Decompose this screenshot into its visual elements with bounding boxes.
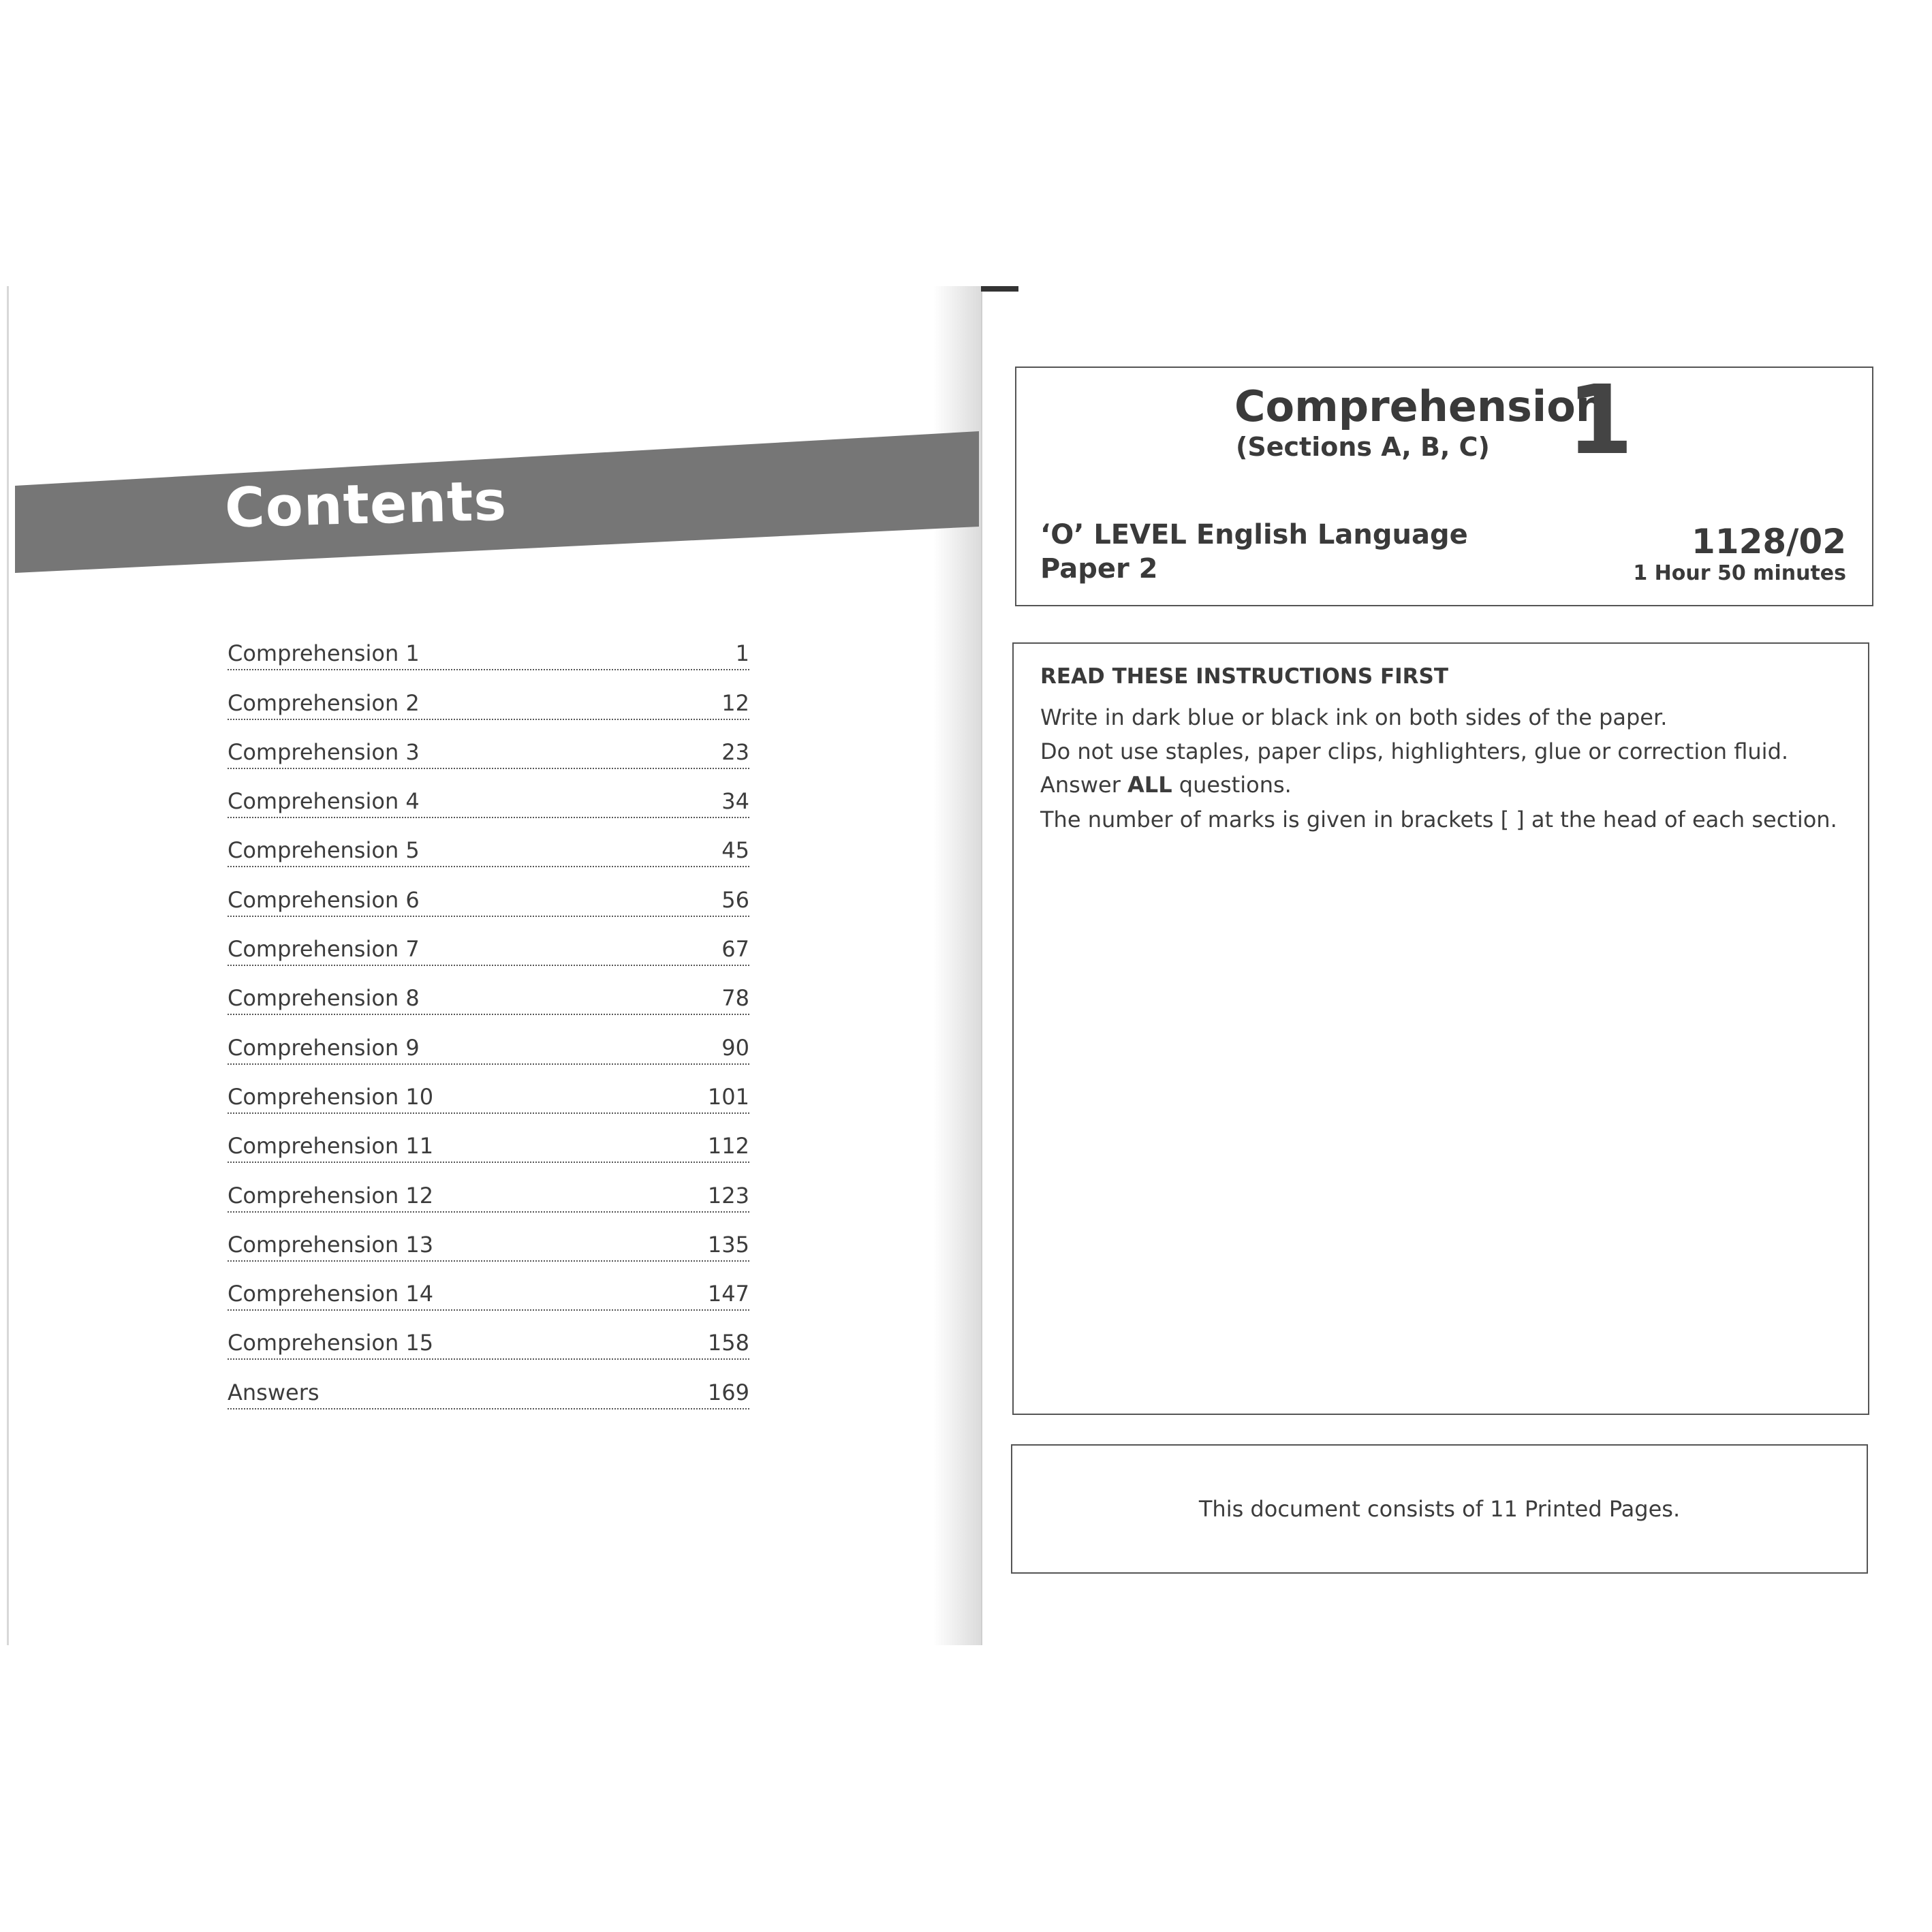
toc-entry	[228, 621, 749, 670]
toc-entry-page: 1	[735, 640, 749, 667]
toc-entry-label: Comprehension 10	[228, 1083, 434, 1110]
instruction-line-4: The number of marks is given in brackets [ ] at the head of each section.	[1040, 807, 1837, 832]
toc-entry	[228, 867, 749, 916]
toc-entry-label: Comprehension 3	[228, 738, 420, 765]
toc-entry-page: 45	[721, 837, 749, 864]
toc-entry-page: 135	[707, 1231, 749, 1258]
toc-entry-page: 78	[721, 985, 749, 1012]
toc-entry-page: 123	[707, 1182, 749, 1209]
toc-entry	[228, 1163, 749, 1212]
toc-entry-page: 23	[721, 738, 749, 765]
toc-entry	[228, 1311, 749, 1360]
instruction-line-1: Write in dark blue or black ink on both sides of the paper.	[1040, 704, 1668, 730]
toc-entry-page: 112	[707, 1133, 749, 1159]
toc-entry-page: 67	[721, 936, 749, 963]
toc-entry-label: Comprehension 15	[228, 1330, 434, 1356]
toc-entry-label: Comprehension 12	[228, 1182, 434, 1209]
toc-entry-page: 158	[707, 1330, 749, 1356]
toc-entry-label: Comprehension 5	[228, 837, 420, 864]
toc-entry	[228, 917, 749, 966]
exam-name: ‘O’ LEVEL English Language	[1040, 519, 1468, 550]
toc-entry-label: Answers	[228, 1379, 320, 1405]
toc-entry	[228, 670, 749, 719]
instruction-line-2: Do not use staples, paper clips, highlighters, glue or correction fluid.	[1040, 738, 1789, 764]
toc-entry-page: 12	[721, 689, 749, 716]
toc-entry	[228, 1114, 749, 1163]
instruction-line-3-emphasis: ALL	[1127, 772, 1172, 798]
toc-entry	[228, 1213, 749, 1262]
page-count-note: This document consists of 11 Printed Pages.	[1198, 1496, 1681, 1522]
instruction-line-3-prefix: Answer	[1040, 772, 1128, 798]
toc-entry-label: Comprehension 11	[228, 1133, 434, 1159]
toc-entry-label: Comprehension 14	[228, 1281, 434, 1307]
toc-entry-label: Comprehension 8	[228, 985, 420, 1012]
toc-entry	[228, 966, 749, 1015]
toc-entry-label: Comprehension 4	[228, 788, 420, 815]
table-of-contents	[228, 621, 749, 1409]
paper-subtitle: (Sections A, B, C)	[1236, 432, 1490, 462]
instruction-line-3-suffix: questions.	[1172, 772, 1292, 798]
toc-entry-page: 147	[707, 1281, 749, 1307]
toc-entry-label: Comprehension 6	[228, 886, 420, 913]
toc-entry-page: 56	[721, 886, 749, 913]
toc-entry	[228, 720, 749, 769]
toc-entry-page: 101	[707, 1083, 749, 1110]
toc-entry-page: 90	[721, 1034, 749, 1061]
toc-entry-page: 34	[721, 788, 749, 815]
toc-entry	[228, 1015, 749, 1064]
toc-entry	[228, 769, 749, 818]
instruction-line-3	[1040, 772, 1292, 798]
instructions-heading: READ THESE INSTRUCTIONS FIRST	[1040, 664, 1449, 689]
toc-entry	[228, 1065, 749, 1114]
toc-entry-label: Comprehension 9	[228, 1034, 420, 1061]
right-page-edge-mark	[981, 286, 1018, 292]
exam-duration: 1 Hour 50 minutes	[1633, 561, 1846, 585]
toc-entry-label: Comprehension 2	[228, 689, 420, 716]
toc-entry-label: Comprehension 7	[228, 936, 420, 963]
exam-code: 1128/02	[1691, 522, 1846, 561]
toc-entry	[228, 1262, 749, 1311]
paper-title: Comprehension	[1234, 381, 1606, 431]
contents-title: Contents	[223, 469, 508, 540]
toc-entry	[228, 1360, 749, 1409]
paper-number: 1	[1567, 365, 1634, 476]
toc-entry-label: Comprehension 1	[228, 640, 420, 667]
exam-paper-label: Paper 2	[1040, 553, 1158, 585]
toc-entry-page: 169	[707, 1379, 749, 1405]
toc-entry	[228, 818, 749, 867]
toc-entry-label: Comprehension 13	[228, 1231, 434, 1258]
